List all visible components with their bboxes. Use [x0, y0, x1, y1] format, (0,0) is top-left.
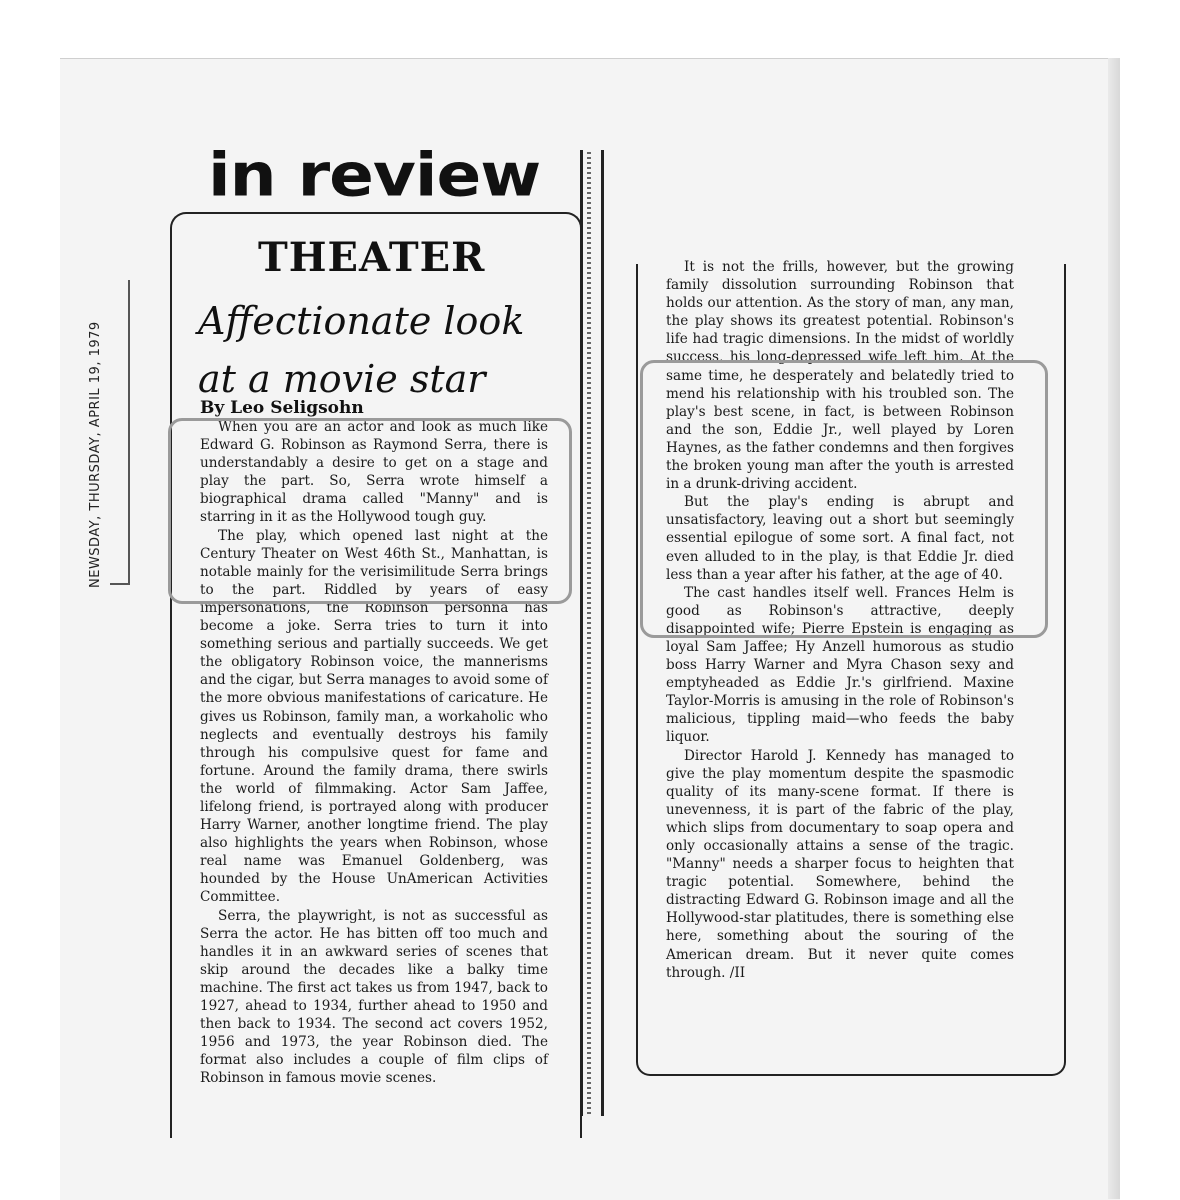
- column-divider-pattern: [587, 152, 591, 1114]
- highlight-box-left: [168, 418, 572, 604]
- dateline-rule: [128, 280, 130, 585]
- highlight-box-right: [640, 360, 1048, 638]
- paragraph: The play, which opened last night at the Century Theater on West 46th St., Manhattan, is notable mainly for the verisimilitude Serra brings to the part. Riddled by years of easy impersonations, the Robinson personna has become a joke. Serra tries to turn it into something serious and partially succeeds. We get the obligatory Robinson voice, the mannerisms and the cigar, but Serra manages to avoid some of the more obvious manifestations of caricature. He gives us Robinson, family man, a workaholic who neglects and eventually destroys his family through his compulsive quest for fame and fortune. Around the family drama, there swirls the world of filmmaking. Actor Sam Jaffee, lifelong friend, is portrayed along with producer Harry Warner, another longtime friend. The play also highlights the years when Robinson, whose real name was Emanuel Goldenberg, was hounded by the House UnAmerican Activities Committee.: [200, 527, 548, 906]
- masthead: in review: [208, 140, 541, 210]
- paragraph: Director Harold J. Kennedy has managed to give the play momentum despite the spasmodic quality of its many-scene format. If there is unevenness, it is part of the fabric of the play, which slips from documentary to soap opera and only occasionally attains a sense of the tragic. "Manny" needs a sharper focus to heighten that tragic potential. Somewhere, behind the distracting Edward G. Robinson image and all the Hollywood-star platitudes, there is something else here, something about the souring of the American dream. But it never quite comes through. /II: [666, 747, 1014, 981]
- column-divider: [580, 150, 604, 1116]
- paragraph: The cast handles itself well. Frances Helm is good as Robinson's attractive, deeply disappointed wife; Pierre Epstein is engaging as loyal Sam Jaffee; Hy Anzell humorous as studio boss Harry Warner and Myra Chason sexy and emptyheaded as Eddie Jr.'s girlfriend. Maxine Taylor-Morris is amusing in the role of Robinson's malicious, tippling maid—who feeds the baby liquor.: [666, 584, 1014, 746]
- paragraph: It is not the frills, however, but the growing family dissolution surrounding Robinson that holds our attention. As the story of man, any man, the play shows its greatest potential. Robinson's life had tragic dimensions. In the midst of worldly success, his long-depressed wife left him. At the same time, he desperately and belatedly tried to mend his relationship with his troubled son. The play's best scene, in fact, is between Robinson and the son, Eddie Jr., well played by Loren Haynes, as the father condemns and then forgives the broken young man after the youth is arrested in a drunk-driving accident.: [666, 259, 1014, 493]
- article-headline: [198, 292, 568, 408]
- headline-line-1: Affectionate look: [198, 299, 525, 343]
- section-heading: THEATER: [258, 234, 486, 281]
- paragraph: When you are an actor and look as much like Edward G. Robinson as Raymond Serra, there is understandably a desire to get on a stage and play the part. So, Serra wrote himself a biographical drama called "Manny" and is starring in it as the Hollywood tough guy.: [200, 419, 548, 526]
- paper-edge: [1108, 58, 1120, 1199]
- byline: By Leo Seligsohn: [200, 398, 364, 418]
- headline-line-2: at a movie star: [198, 357, 486, 401]
- paragraph: Serra, the playwright, is not as successful as Serra the actor. He has bitten off too much and handles it in an awkward series of scenes that skip around the decades like a balky time machine. The first act takes us from 1947, back to 1927, ahead to 1934, further ahead to 1950 and then back to 1934. The second act covers 1952, 1956 and 1973, the year Robinson died. The format also includes a couple of film clips of Robinson in famous movie scenes.: [200, 907, 548, 1087]
- paragraph: But the play's ending is abrupt and unsatisfactory, leaving out a short but seemingly essential epilogue of some sort. A final fact, not even alluded to in the play, is that Eddie Jr. died less than a year after his father, at the age of 40.: [666, 494, 1014, 583]
- dateline-rule-foot: [110, 583, 130, 585]
- dateline: NEWSDAY, THURSDAY, APRIL 19, 1979: [88, 321, 103, 588]
